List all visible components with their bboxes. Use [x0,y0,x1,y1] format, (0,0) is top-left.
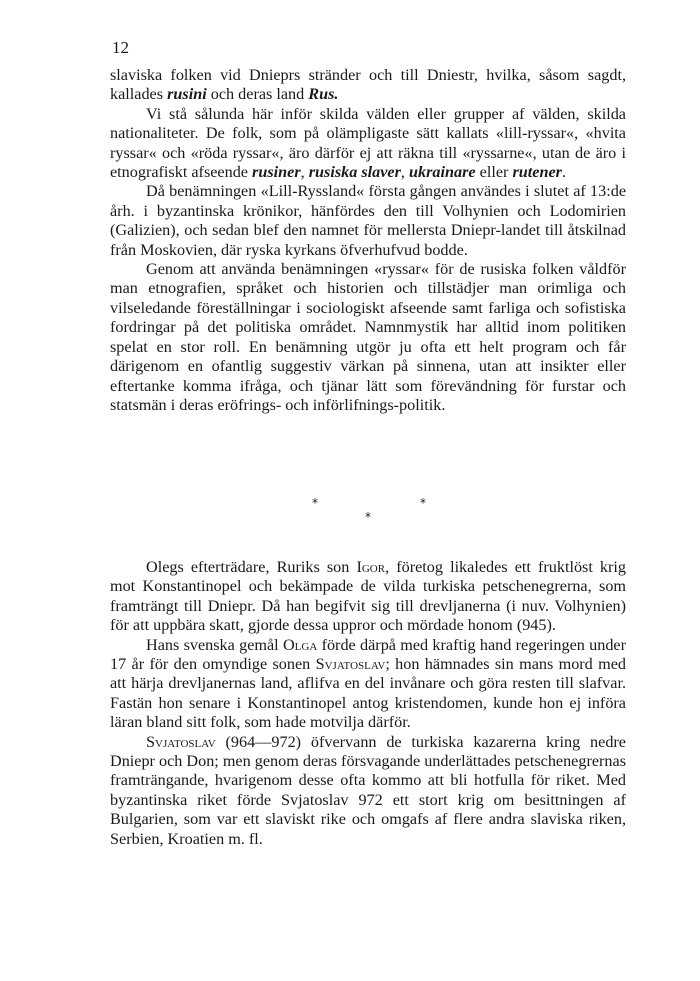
small-caps-name: Olga [282,635,318,654]
italic-term: rutener [512,163,562,182]
text-run: Hans svenska gemål [146,635,283,654]
text-run: . [561,163,566,182]
text-run: eller [475,163,513,182]
text-run: ; hon hämnades sin mans mord med att härja drevljanernas land, aflifva en del invånare och göra resten till slafvar. Fastän hon senare i Konstantinopel antog kristendomen, kunde hon ej införa läran bland sitt folk, som hade motvilja därför. [110,655,626,732]
small-caps-name: Svjatoslav [146,732,216,751]
paragraph [110,636,626,733]
text-run: förde därpå med kraftig hand regeringen under 17 år för den omyndige sonen [110,635,626,674]
paragraph [110,558,626,636]
text-run: , företog likaledes ett fruktlöst krig mot Konstantinopel och bekämpade de vilda turkiska petschenegrerna, som framträngt till Dniepr. Då han begifvit sig till drevljanerna (i nuv. Volhynien) för att uppbära skatt, gjorde dessa uppror och mördade honom (945). [110,558,627,635]
paragraph [110,105,626,183]
italic-term: rusiner [252,163,301,182]
italic-term: rusini [167,85,207,104]
paragraph [110,733,626,849]
text-run: (964—972) öfvervann de turkiska kazarerna kring nedre Dniepr och Don; men genom deras försvagande underlättades petschenegrernas framträngande, hvarigenom desse ofta kommo att bli hotfulla för riket. Med byzantinska riket förde Svjatoslav 972 ett stort krig om besittningen af Bulgarien, som var ett slaviskt rike och omgafs af flere andra slaviska riken, Serbien, Kroatien m. fl. [110,732,627,848]
paragraph: Då benämningen «Lill-Ryssland« första gången användes i slutet af 13:de årh. i byzantinska krönikor, hänfördes den till Volhynien och Lodomirien (Galizien), och sedan blef den namnet för mellersta Dniepr-landet till åtskilnad från Moskovien, där ryska kyrkans öfverhufvud bodde. [110,182,626,259]
text-run: slaviska folken vid Dnieprs stränder och till Dniestr, hvilka, såsom sagdt, kallades [110,66,626,104]
italic-term: ukrainare [409,163,476,182]
small-caps-name: Igor [356,558,386,576]
text-block-upper [110,66,626,415]
text-block-lower [110,558,626,849]
italic-term: rusiska slaver [308,163,401,182]
divider-star: * [312,496,318,510]
text-run: Olegs efterträdare, Ruriks son [146,558,357,576]
italic-term: Rus. [308,85,339,104]
paragraph: Genom att använda benämningen «ryssar« för de rusiska folken våldför man etnografien, språket och historien och tillstädjer man orimliga och vilseledande föreställningar i sociologiskt afseende samt farliga och sofistiska fordringar på det politiska området. Namnmystik har alltid inom politiken spelat en stor roll. En benämning utgör ju ofta ett helt program och får därigenom en ofantlig suggestiv värkan på sinnena, utan att insikter eller eftertanke komma ifråga, och tjänar lätt som förevändning för furstar och statsmän i deras eröfrings- och införlifnings-politik. [110,260,626,414]
small-caps-name: Svjatoslav [315,655,386,674]
page-number: 12 [112,38,129,57]
divider-star: * [365,510,371,524]
text-run: och deras land [206,85,309,104]
divider-star: * [420,496,426,510]
text-run: Vi stå sålunda här inför skilda välden eller grupper af välden, skilda nationaliteter. De folk, som på olämpligaste sätt kallats «lill-ryssar«, «hvita ryssar« och «röda ryssar«, äro därför ej att räkna till «ryssarne«, utan de äro i etnografiskt afseende [110,104,626,182]
text-run: , [300,163,309,182]
text-run: , [400,163,410,182]
paragraph-continuation [110,66,626,105]
